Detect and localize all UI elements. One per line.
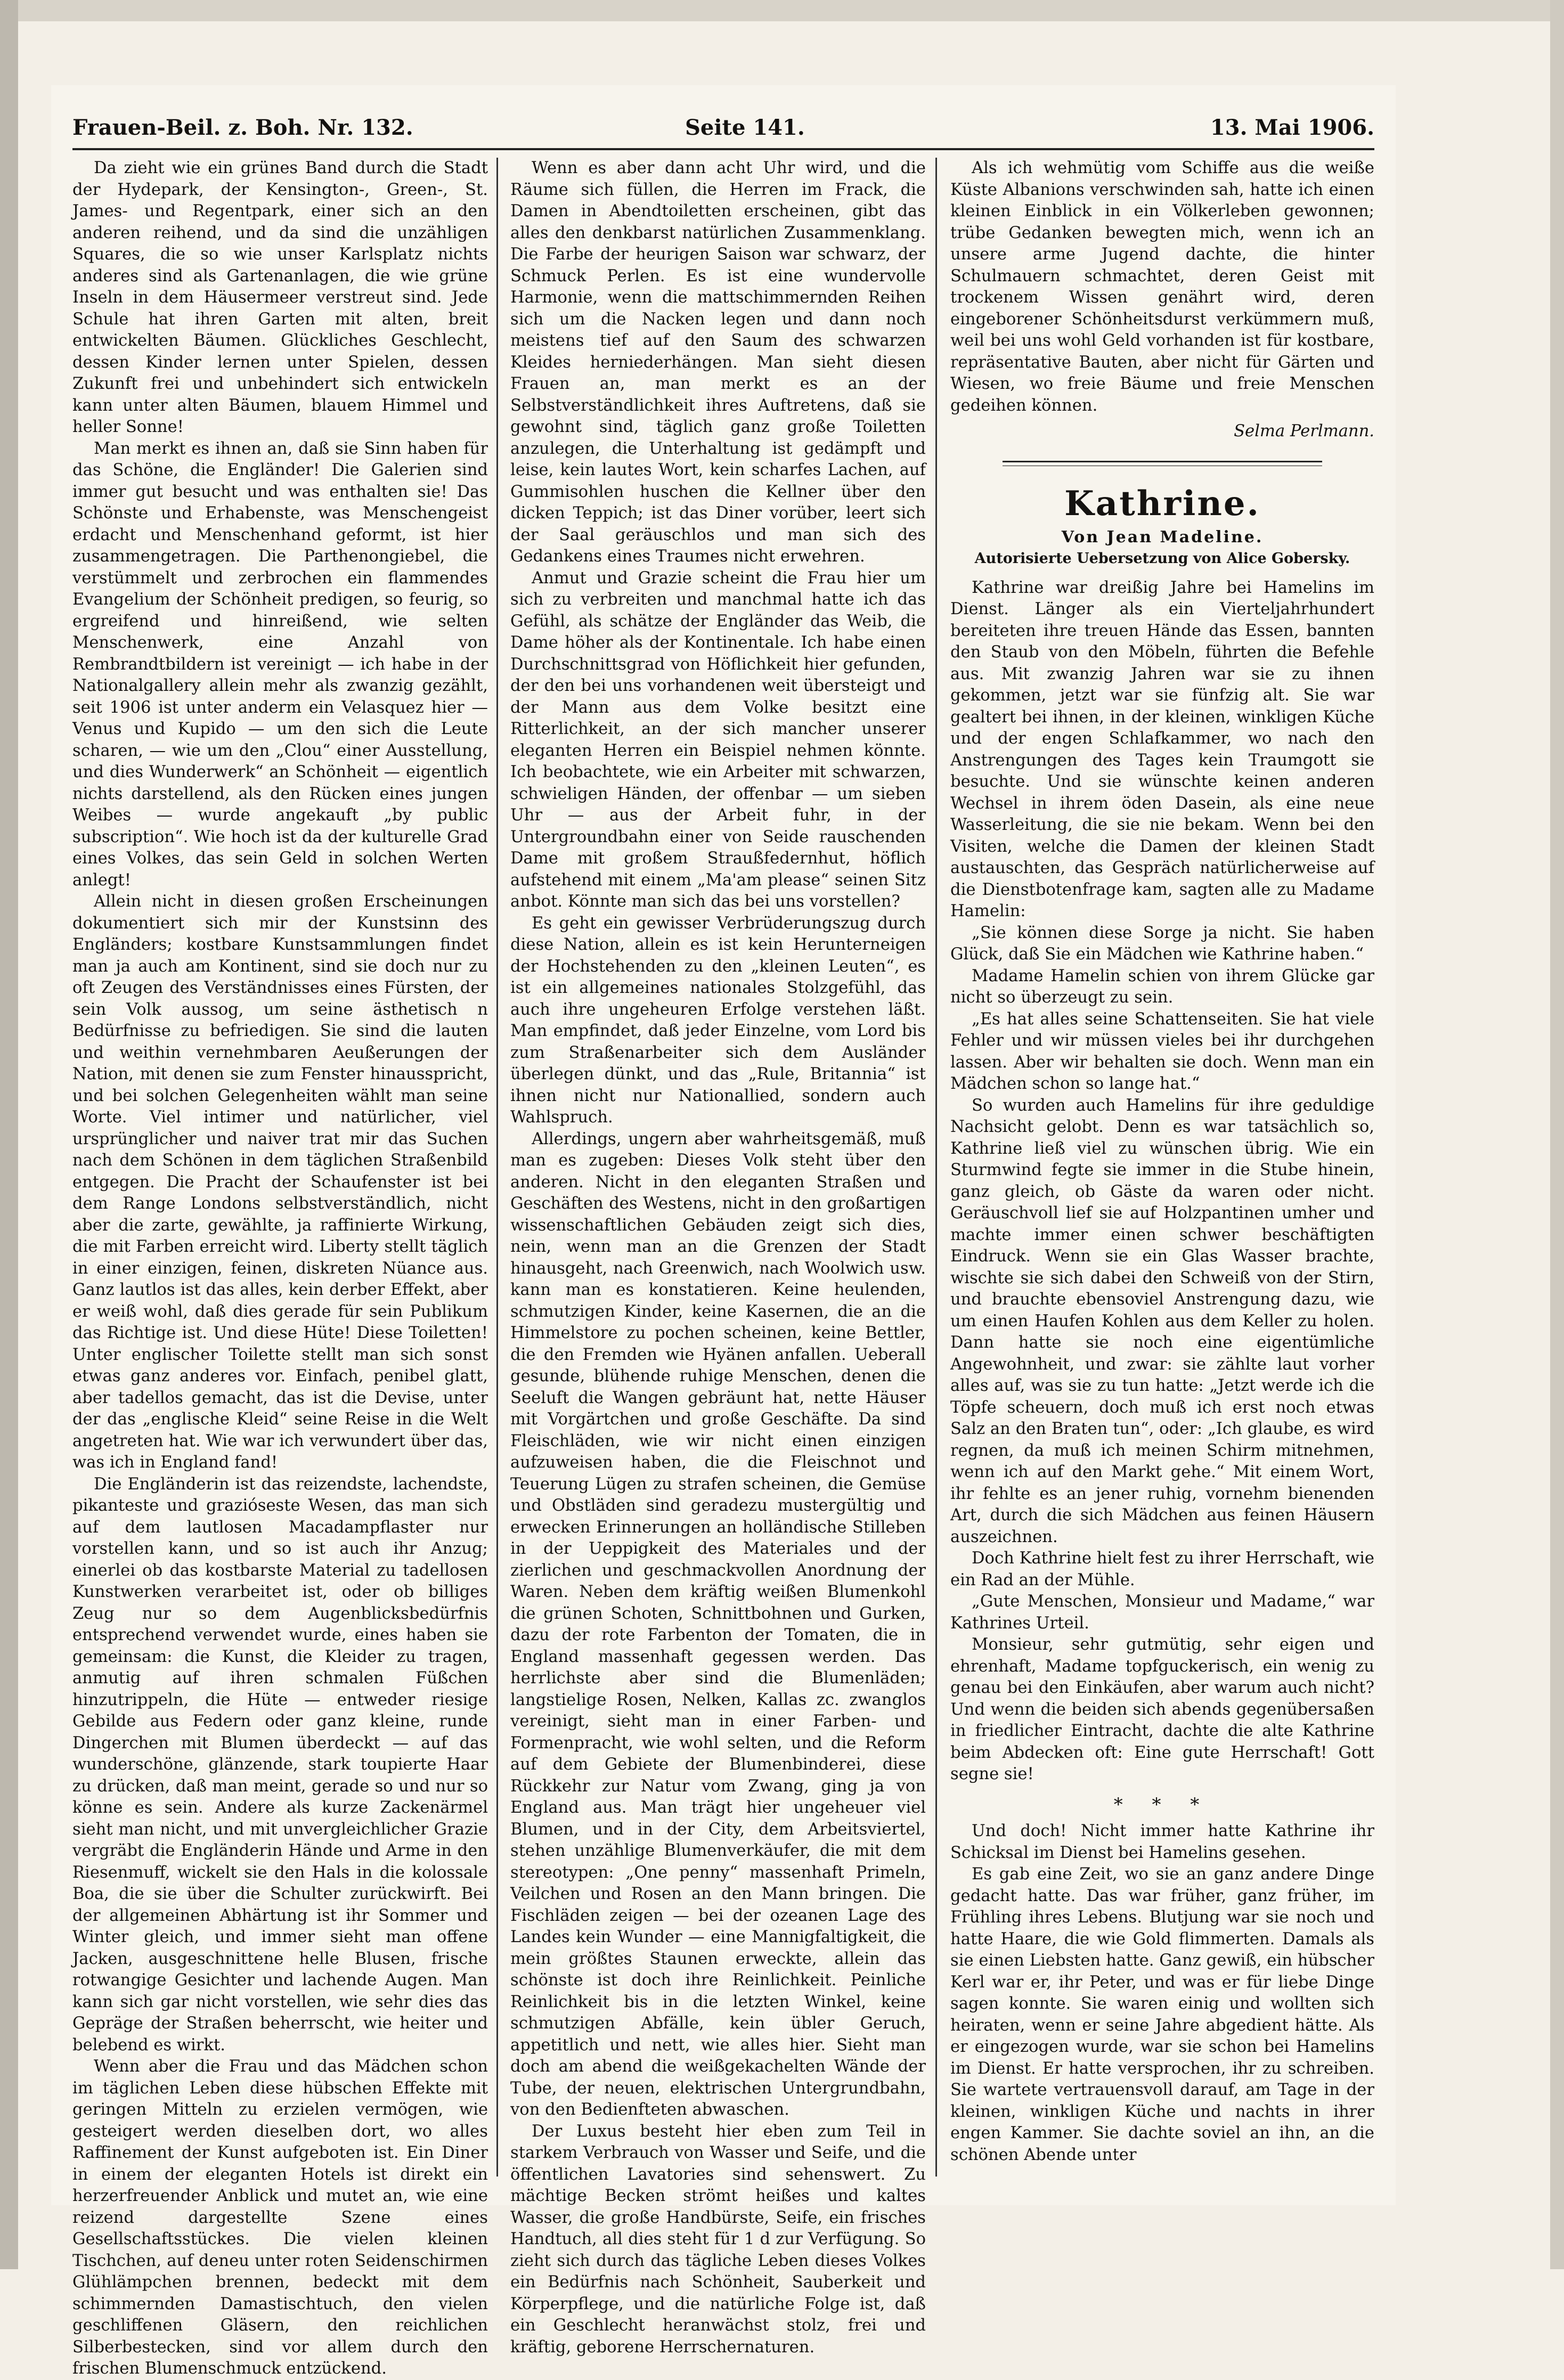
paragraph: Und doch! Nicht immer hatte Kathrine ihr Schicksal im Dienst bei Hamelins gesehen. <box>950 1822 1374 1862</box>
column-3 <box>950 158 1374 2182</box>
section-divider <box>1003 461 1322 466</box>
paragraph: Madame Hamelin schien von ihrem Glücke gar nicht so überzeugt zu sein. <box>950 966 1374 1007</box>
column-rule <box>496 158 498 2177</box>
column-rule <box>935 158 937 2177</box>
scan-border-top <box>0 0 1564 21</box>
paragraph: Als ich wehmütig vom Schiffe aus die weiße Küste Albanions verschwinden sah, hatte ich einen kleinen Einblick in ein Völkerleben gewonnen; trübe Gedanken bewegten mich, wenn ich an unsere arme Jugend dachte, die hinter Schulmauern schmachtet, deren Geist mit trockenem Wissen genährt wird, deren eingeborener Schönheitsdurst verkümmern muß, weil bei uns wohl Geld vorhanden ist für kostbare, repräsentative Bauten, aber nicht für Gärten und Wiesen, wo freie Bäume und freie Menschen gedeihen können. <box>950 159 1374 415</box>
page-header <box>72 115 1374 147</box>
section-stars: * * * <box>1113 1794 1211 1815</box>
paragraph: Die Engländerin ist das reizendste, lachendste, pikanteste und grazióseste Wesen, das man sich auf dem lautlosen Macadampflaster nur vorstellen kann, und so ist auch ihr Anzug; einerlei ob das kostbarste Material zu tadellosen Kunstwerken verarbeitet ist, oder ob billiges Zeug nur so dem Augenblicksbedürfnis entsprechend verwendet wurde, eines haben sie gemeinsam: die Kunst, die Kleider zu tragen, anmutig auf ihren schmalen Füßchen hinzutrippeln, die Hüte — entweder riesige Gebilde aus Federn oder ganz kleine, runde Dingerchen mit Blumen überdeckt — auf das wunderschöne, glänzende, stark toupierte Haar zu drücken, daß man meint, gerade so und nur so könne es sein. Andere als kurze Zackenärmel sieht man nicht, und mit unvergleichlicher Grazie vergräbt die Engländerin Hände und Arme in den Riesenmuff, wickelt sie den Hals in die kolossale Boa, die sie über die Schulter zurückwirft. Bei der allgemeinen Abhärtung ist ihr Sommer und Winter gleich, und immer sieht man offene Jacken, ausgeschnittene helle Blusen, frische rotwangige Gesichter und lachende Augen. Man kann sich gar nicht vorstellen, wie sehr dies das Gepräge der Straßen beherrscht, wie heiter und belebend es wirkt. <box>72 1474 488 2055</box>
paragraph: Man merkt es ihnen an, daß sie Sinn haben für das Schöne, die Engländer! Die Galerien sind immer gut besucht und was enthalten sie! Das Schönste und Erhabenste, was Menschengeist erdacht und Menschenhand geformt, ist hier zusammengetragen. Die Parthenongiebel, die verstümmelt und zerbrochen ein flammendes Evangelium der Schönheit predigen, so feurig, so ergreifend und hinreißend, wie selten Menschenwerk, eine Anzahl von Rembrandtbildern ist vereinigt — ich habe in der Nationalgallery allein mehr als zwanzig gezählt, seit 1906 ist unter anderm ein Velasquez hier — Venus und Kupido — um den sich die Leute scharen, — wie um den „Clou“ einer Ausstellung, und dies Wunderwerk“ an Schönheit — eigentlich nichts darstellend, als den Rücken eines jungen Weibes — wurde angekauft „by public subscription“. Wie hoch ist da der kulturelle Grad eines Volkes, das sein Geld in solchen Werten anlegt! <box>72 439 488 890</box>
paragraph: Kathrine war dreißig Jahre bei Hamelins im Dienst. Länger als ein Vierteljahrhundert bereiteten ihre treuen Hände das Essen, bannten den Staub von den Möbeln, führten die Befehle aus. Mit zwanzig Jahren war sie zu ihnen gekommen, jetzt war sie fünfzig alt. Sie war gealtert bei ihnen, in der kleinen, winkligen Küche und der engen Schlafkammer, wo nach den Anstrengungen des Tages kein Traumgott sie besuchte. Und sie wünschte keinen anderen Wechsel in ihrem öden Dasein, als eine neue Wasserleitung, die sie nie bekam. Wenn bei den Visiten, welche die Damen der kleinen Stadt austauschten, das Gespräch natürlicherweise auf die Dienstbotenfrage kam, sagten alle zu Madame Hamelin: <box>950 578 1374 920</box>
paragraph: Wenn es aber dann acht Uhr wird, und die Räume sich füllen, die Herren im Frack, die Damen in Abendtoiletten erscheinen, gibt das alles den denkbarst natürlichen Zusammenklang. Die Farbe der heurigen Saison war schwarz, der Schmuck Perlen. Es ist eine wundervolle Harmonie, wenn die mattschimmernden Reihen sich um die Nacken legen und dann noch meistens tief auf den Saum des schwarzen Kleides herniederhängen. Man sieht diesen Frauen an, man merkt es an der Selbstverständlichkeit ihres Auftretens, daß sie gewohnt sind, täglich ganz große Toiletten anzulegen, die Unterhaltung ist gedämpft und leise, kein lautes Wort, kein scharfes Lachen, auf Gummisohlen huschen die Kellner über den dicken Teppich; ist das Diner vorüber, leert sich der Saal geräuschlos und man sich des Gedankens eines Traumes nicht erwehren. <box>510 159 926 566</box>
header-publication: Frauen-Beil. z. Boh. Nr. 132. <box>72 115 413 140</box>
story-byline: Von Jean Madeline. <box>1061 527 1264 547</box>
author-signature: Selma Perlmann. <box>1234 422 1374 441</box>
story-title: Kathrine. <box>1064 483 1260 524</box>
paragraph: Monsieur, sehr gutmütig, sehr eigen und ehrenhaft, Madame topfguckerisch, ein wenig zu genau bei den Einkäufen, aber warum auch nicht? Und wenn die beiden sich abends gegenübersaßen in friedlicher Eintracht, dachte die alte Kathrine beim Abdecken oft: Eine gute Herrschaft! Gott segne sie! <box>950 1635 1374 1783</box>
header-rule <box>72 148 1374 150</box>
newspaper-page <box>51 85 1396 2378</box>
paragraph: Es gab eine Zeit, wo sie an ganz andere Dinge gedacht hatte. Das war früher, ganz früher, im Frühling ihres Lebens. Blutjung war sie noch und hatte Haare, die wie Gold flimmerten. Damals als sie einen Liebsten hatte. Ganz gewiß, ein hübscher Kerl war er, ihr Peter, und was er für liebe Dinge sagen konnte. Sie waren einig und wollten sich heiraten, wenn er seine Jahre abgedient hätte. Als er eingezogen wurde, war sie schon bei Hamelins im Dienst. Er hatte versprochen, ihr zu schreiben. Sie wartete vertrauensvoll darauf, am Tage in der kleinen, winkligen Küche und nachts in ihrer engen Kammer. Sie dachte soviel an ihn, an die schönen Abende unter <box>950 1865 1374 2164</box>
paragraph: So wurden auch Hamelins für ihre geduldige Nachsicht gelobt. Denn es war tatsächlich so, Kathrine ließ viel zu wünschen übrig. Wie ein Sturmwind fegte sie immer in die Stube hinein, ganz gleich, ob Gäste da waren oder nicht. Geräuschvoll lief sie auf Holzpantinen umher und machte immer einen schwer beschäftigten Eindruck. Wenn sie ein Glas Wasser brachte, wischte sie sich dabei den Schweiß von der Stirn, und brauchte ebensoviel Anstrengung dazu, wie um einen Haufen Kohlen aus dem Keller zu holen. Dann hatte sie noch eine eigentümliche Angewohnheit, und zwar: sie zählte laut vorher alles auf, was sie zu tun hatte: „Jetzt werde ich die Töpfe scheuern, doch muß ich erst noch etwas Salz an den Braten tun“, oder: „Ich glaube, es wird regnen, da muß ich meinen Schirm mitnehmen, wenn ich auf den Markt gehe.“ Mit einem Wort, ihr fehlte es an jener ruhig, vornehm bienenden Art, durch die sich Mädchen aus feinen Häusern auszeichnen. <box>950 1096 1374 1546</box>
paragraph: „Gute Menschen, Monsieur und Madame,“ war Kathrines Urteil. <box>950 1592 1374 1633</box>
translator-credit: Autorisierte Uebersetzung von Alice Gobersky. <box>974 550 1350 567</box>
paragraph: Es geht ein gewisser Verbrüderungszug durch diese Nation, allein es ist kein Herunterneigen der Hochstehenden zu den „kleinen Leuten“, es ist ein allgemeines nationales Stolzgefühl, das auch ihre ungeheuren Erfolge verstehen läßt. Man empfindet, daß jeder Einzelne, vom Lord bis zum Straßenarbeiter sich dem Ausländer überlegen dünkt, und das „Rule, Britannia“ ist ihnen nicht nur Nationallied, sondern auch Wahlspruch. <box>510 914 926 1127</box>
paragraph: Allein nicht in diesen großen Erscheinungen dokumentiert sich mir der Kunstsinn des Engländers; kostbare Kunstsammlungen findet man ja auch am Kontinent, sind sie doch nur zu oft Zeugen des Verständnisses eines Fürsten, der sein Volk aussog, um seine ästhetisch n Bedürfnisse zu befriedigen. Sie sind die lauten und weithin vernehmbaren Aeußerungen der Nation, mit denen sie zum Fenster hinausspricht, und bei solchen Gelegenheiten wählt man seine Worte. Viel intimer und natürlicher, viel ursprünglicher und naiver trat mir das Suchen nach dem Schönen in dem täglichen Straßenbild entgegen. Die Pracht der Schaufenster ist bei dem Range Londons selbstverständlich, nicht aber die zarte, gewählte, ja raffinierte Wirkung, die mit Farben erreicht wird. Liberty stellt täglich in einer einzigen, feinen, diskreten Nüance aus. Ganz lautlos ist das alles, kein derber Effekt, aber er weiß wohl, daß dies gerade für sein Publikum das Richtige ist. Und diese Hüte! Diese Toiletten! Unter englischer Toilette stellt man sich sonst etwas ganz anderes vor. Einfach, penibel glatt, aber tadellos gemacht, das ist die Devise, unter der das „englische Kleid“ seine Reise in die Welt angetreten hat. Wie war ich verwundert über das, was ich in England fand! <box>72 892 488 1472</box>
column-2 <box>510 158 926 2357</box>
paragraph: „Sie können diese Sorge ja nicht. Sie haben Glück, daß Sie ein Mädchen wie Kathrine haben.“ <box>950 923 1374 964</box>
paragraph: „Es hat alles seine Schattenseiten. Sie hat viele Fehler und wir müssen vieles bei ihr durchgehen lassen. Aber wir behalten sie doch. Wenn man ein Mädchen schon so lange hat.“ <box>950 1009 1374 1093</box>
header-page-number: Seite 141. <box>685 115 805 140</box>
paragraph: Anmut und Grazie scheint die Frau hier um sich zu verbreiten und manchmal hatte ich das Gefühl, als schätze der Engländer das Weib, die Dame höher als der Kontinentale. Ich habe einen Durchschnittsgrad von Höflichkeit hier gefunden, der den bei uns vorhandenen weit übersteigt und der Mann aus dem Volke besitzt eine Ritterlichkeit, an der sich mancher unserer eleganten Herren ein Beispiel nehmen könnte. Ich beobachtete, wie ein Arbeiter mit schwarzen, schwieligen Händen, der offenbar — um sieben Uhr — aus der Arbeit fuhr, in der Untergroundbahn einer von Seide rauschenden Dame mit großem Straußfedernhut, höflich aufstehend mit einem „Ma'am please“ seinen Sitz anbot. Könnte man sich das bei uns vorstellen? <box>510 568 926 911</box>
column-1 <box>72 158 488 2378</box>
paragraph: Der Luxus besteht hier eben zum Teil in starkem Verbrauch von Wasser und Seife, und die öffentlichen Lavatories sind sehenswert. Zu mächtige Becken strömt heißes und kaltes Wasser, die große Handbürste, Seife, ein frisches Handtuch, all dies steht für 1 d zur Verfügung. So zieht sich durch das tägliche Leben dieses Volkes ein Bedürfnis nach Schönheit, Sauberkeit und Körperpflege, und die natürliche Folge ist, daß ein Geschlecht heranwächst stolz, frei und kräftig, geborene Herrschernaturen. <box>510 2122 926 2357</box>
scan-border-left <box>0 0 18 2269</box>
paragraph: Da zieht wie ein grünes Band durch die Stadt der Hydepark, der Kensington-, Green-, St. James- und Regentpark, einer sich an den anderen reihend, und da sind die unzähligen Squares, die so wie unser Karlsplatz nichts anderes sind als Gartenanlagen, die wie grüne Inseln in dem Häusermeer verstreut sind. Jede Schule hat ihren Garten mit alten, breit entwickelten Bäumen. Glückliches Geschlecht, dessen Kinder lernen unter Spielen, dessen Zukunft frei und unbehindert sich entwickeln kann unter alten Bäumen, blauem Himmel und heller Sonne! <box>72 159 488 436</box>
paragraph: Wenn aber die Frau und das Mädchen schon im täglichen Leben diese hübschen Effekte mit geringen Mitteln zu erzielen vermögen, wie gesteigert werden dieselben dort, wo alles Raffinement der Kunst aufgeboten ist. Ein Diner in einem der eleganten Hotels ist direkt ein herzerfreuender Anblick und mutet an, wie eine reizend dargestellte Szene eines Gesellschaftsstückes. Die vielen kleinen Tischchen, auf deneu unter roten Seidenschirmen Glühlämpchen brennen, bedeckt mit dem schimmernden Damastischtuch, den vielen geschliffenen Gläsern, den reichlichen Silberbestecken, sind vor allem durch den frischen Blumenschmuck entzückend. <box>72 2057 488 2378</box>
scan-border-right <box>1550 0 1564 2269</box>
header-date: 13. Mai 1906. <box>1210 115 1374 140</box>
paragraph: Doch Kathrine hielt fest zu ihrer Herrschaft, wie ein Rad an der Mühle. <box>950 1549 1374 1590</box>
paragraph: Allerdings, ungern aber wahrheitsgemäß, muß man es zugeben: Dieses Volk steht über den anderen. Nicht in den eleganten Straßen und Geschäften des Westens, nicht in den großartigen wissenschaftlichen Gebäuden zeigt sich dies, nein, wenn man an die Grenzen der Stadt hinausgeht, nach Greenwich, nach Woolwich usw. kann man es konstatieren. Keine heulenden, schmutzigen Kinder, keine Kasernen, die an die Himmelstore zu pochen scheinen, keine Bettler, die den Fremden wie Hyänen anfallen. Ueberall gesunde, blühende ruhige Menschen, denen die Seeluft die Wangen gebräunt hat, nette Häuser mit Vorgärtchen und große Geschäfte. Da sind Fleischläden, wie wir nicht einen einzigen aufzuweisen haben, die die Fleischnot und Teuerung Lügen zu strafen scheinen, die Gemüse und Obstläden sind geradezu mustergültig und erwecken Erinnerungen an holländische Stilleben in der Ueppigkeit des Materiales und der zierlichen und geschmackvollen Anordnung der Waren. Neben dem kräftig weißen Blumenkohl die grünen Schoten, Schnittbohnen und Gurken, dazu der rote Farbenton der Tomaten, die in England massenhaft gegessen werden. Das herrlichste aber sind die Blumenläden; langstielige Rosen, Nelken, Kallas zc. zwanglos vereinigt, sieht man in einer Farben- und Formenpracht, wie wohl selten, und die Reform auf dem Gebiete der Blumenbinderei, diese Rückkehr zur Natur vom Zwang, ging ja von England aus. Man trägt hier ungeheuer viel Blumen, und in der City, dem Arbeitsviertel, stehen unzählige Blumenverkäufer, die mit dem stereotypen: „One penny“ massenhaft Primeln, Veilchen und Rosen an den Mann bringen. Die Fischläden zeigen — bei der ozeanen Lage des Landes kein Wunder — eine Mannigfaltigkeit, die mein größtes Staunen erweckte, allein das schönste ist doch ihre Reinlichkeit. Peinliche Reinlichkeit bis in die letzten Winkel, keine schmutzigen Abfälle, kein übler Geruch, appetitlich und nett, wie alles hier. Sieht man doch am abend die weißgekachelten Wände der Tube, der neuen, elektrischen Untergrundbahn, von den Bedienfteten abwaschen. <box>510 1129 926 2119</box>
